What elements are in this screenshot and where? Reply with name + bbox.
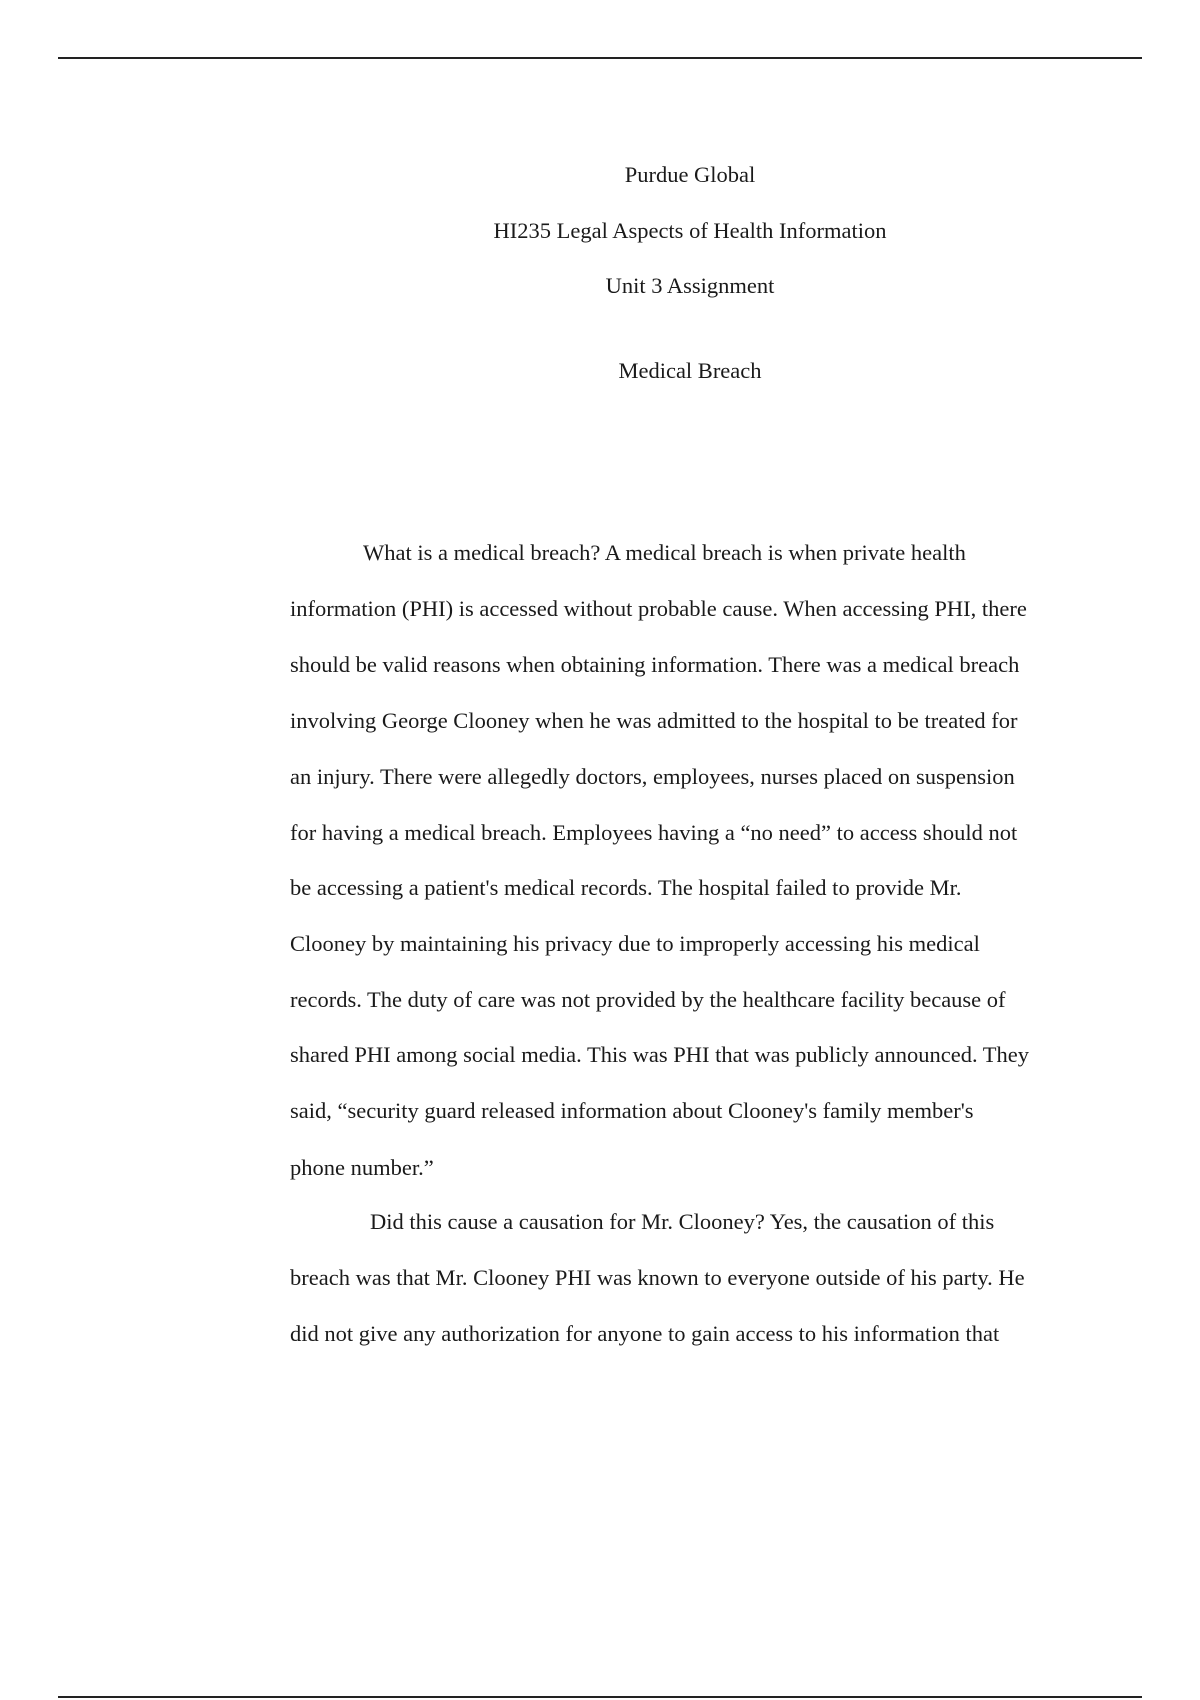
paragraph-line: for having a medical breach. Employees having a “no need” to access should not bbox=[290, 820, 1018, 845]
course-name: HI235 Legal Aspects of Health Information bbox=[493, 218, 887, 243]
paper-title: Medical Breach bbox=[618, 358, 762, 383]
paragraph-line: breach was that Mr. Clooney PHI was known to everyone outside of his party. He bbox=[290, 1265, 1025, 1290]
paragraph-line: records. The duty of care was not provided by the healthcare facility because of bbox=[290, 987, 1006, 1012]
paragraph-line: information (PHI) is accessed without probable cause. When accessing PHI, there bbox=[290, 596, 1027, 621]
paragraph-line: should be valid reasons when obtaining information. There was a medical breach bbox=[290, 652, 1020, 677]
assignment-name: Unit 3 Assignment bbox=[605, 273, 775, 298]
paragraph-line: said, “security guard released information about Clooney's family member's bbox=[290, 1098, 974, 1123]
paragraph-line: an injury. There were allegedly doctors, employees, nurses placed on suspension bbox=[290, 764, 1015, 789]
header-rule bbox=[58, 57, 1142, 59]
paragraph-line: phone number.” bbox=[290, 1155, 434, 1180]
paragraph-line: did not give any authorization for anyone to gain access to his information that bbox=[290, 1321, 1000, 1346]
paragraph-line: involving George Clooney when he was admitted to the hospital to be treated for bbox=[290, 708, 1018, 733]
institution-name: Purdue Global bbox=[624, 162, 756, 187]
paragraph-line: Clooney by maintaining his privacy due to improperly accessing his medical bbox=[290, 931, 980, 956]
paragraph-line: be accessing a patient's medical records. The hospital failed to provide Mr. bbox=[290, 875, 962, 900]
paragraph-line: What is a medical breach? A medical breach is when private health bbox=[363, 540, 966, 565]
paragraph-line: shared PHI among social media. This was PHI that was publicly announced. They bbox=[290, 1042, 1030, 1067]
footer-rule bbox=[58, 1696, 1142, 1698]
paragraph-line: Did this cause a causation for Mr. Clooney? Yes, the causation of this bbox=[370, 1209, 995, 1234]
